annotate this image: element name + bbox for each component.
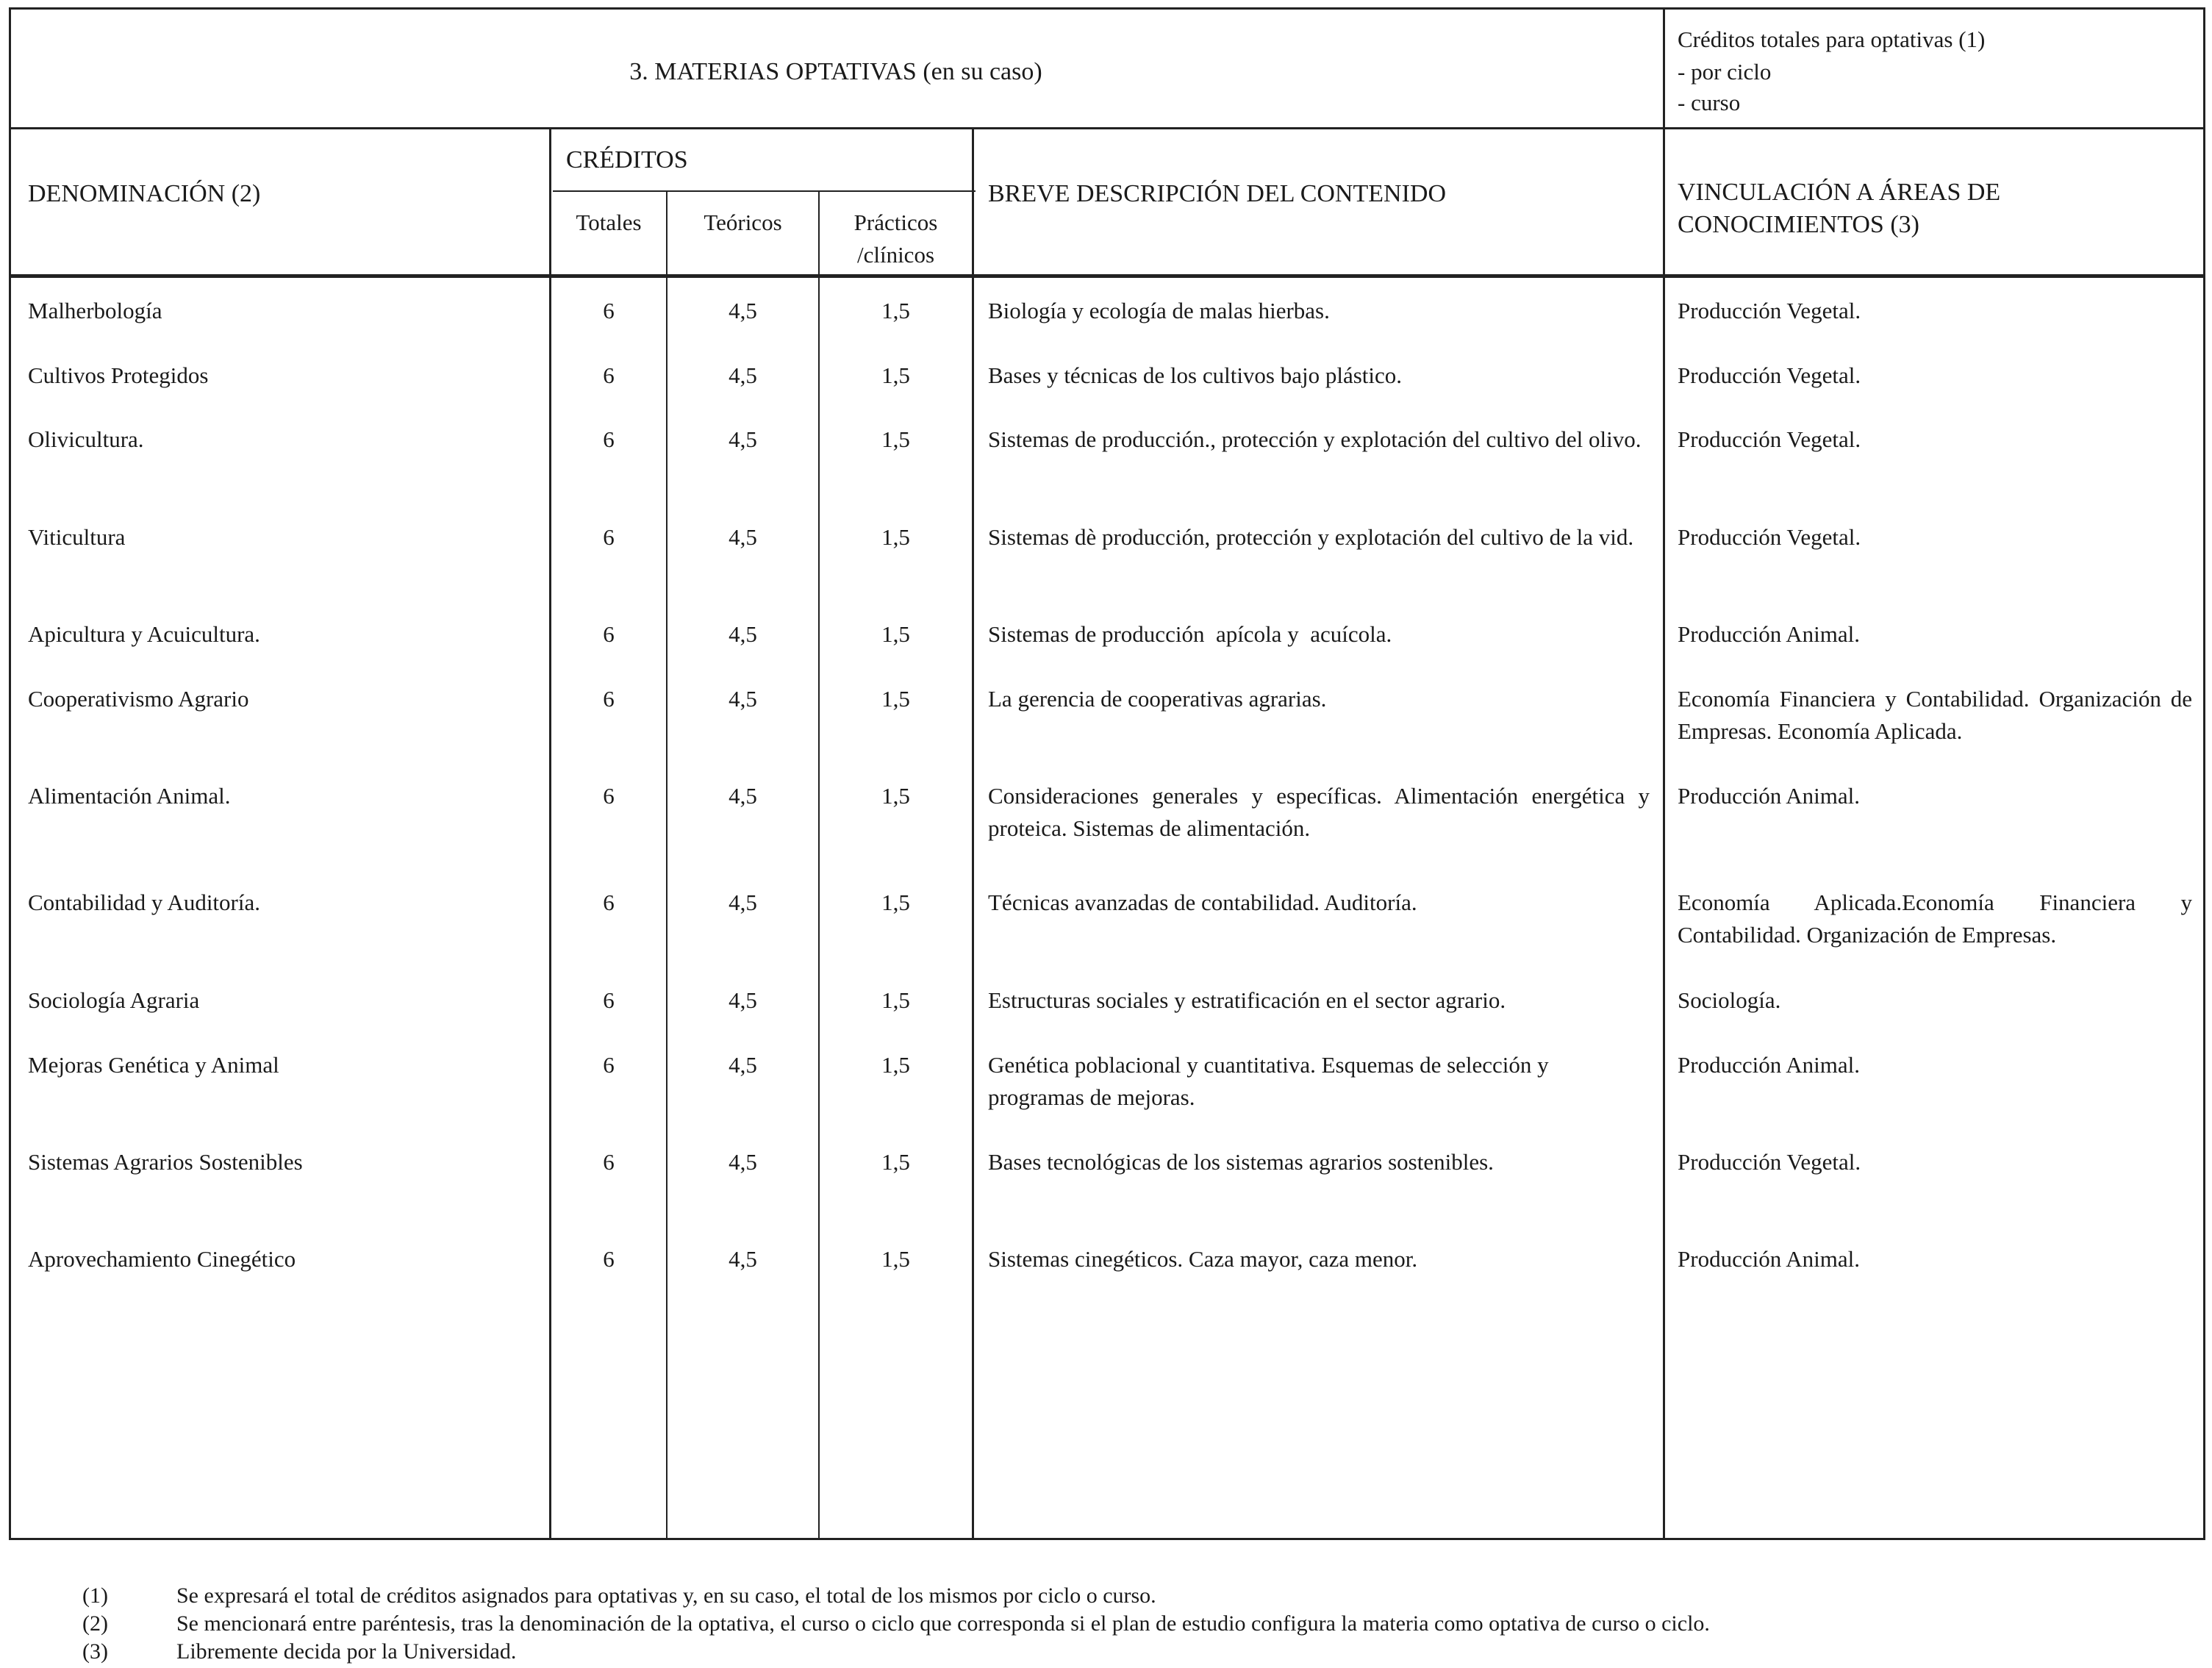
row-practicos: 1,5 bbox=[881, 1246, 910, 1272]
row-teoricos: 4,5 bbox=[729, 362, 757, 388]
row-desc: Bases tecnológicas de los sistemas agrarios sostenibles. bbox=[988, 1149, 1494, 1175]
col-divider-name bbox=[549, 128, 551, 1540]
row-teoricos: 4,5 bbox=[729, 890, 757, 915]
row-totales: 6 bbox=[603, 362, 615, 388]
row-totales: 6 bbox=[603, 524, 615, 550]
col-header-descripcion: BREVE DESCRIPCIÓN DEL CONTENIDO bbox=[988, 180, 1447, 207]
row-practicos: 1,5 bbox=[881, 621, 910, 647]
row-teoricos: 4,5 bbox=[729, 783, 757, 809]
row-area: Producción Vegetal. bbox=[1678, 1149, 1861, 1175]
col-header-practicos-1: Prácticos bbox=[853, 210, 938, 235]
row-name: Cultivos Protegidos bbox=[28, 362, 209, 388]
row-practicos: 1,5 bbox=[881, 1149, 910, 1175]
row-totales: 6 bbox=[603, 1149, 615, 1175]
row-teoricos: 4,5 bbox=[729, 524, 757, 550]
row-area: Sociología. bbox=[1678, 987, 1781, 1013]
rule-below-creditos bbox=[553, 190, 976, 192]
row-practicos: 1,5 bbox=[881, 987, 910, 1013]
row-totales: 6 bbox=[603, 298, 615, 323]
row-totales: 6 bbox=[603, 890, 615, 915]
row-practicos: 1,5 bbox=[881, 686, 910, 712]
row-totales: 6 bbox=[603, 426, 615, 452]
col-header-vinculacion-1: VINCULACIÓN A ÁREAS DE bbox=[1678, 179, 2001, 206]
col-header-totales: Totales bbox=[576, 210, 642, 235]
row-area: Economía Aplicada.Economía Financiera y Contabilidad. Organización de Empresas. bbox=[1678, 890, 2192, 948]
row-desc: Bases y técnicas de los cultivos bajo plástico. bbox=[988, 362, 1403, 388]
col-divider-teoricos bbox=[818, 191, 820, 1540]
row-desc: Sistemas de producción., protección y explotación del cultivo del olivo. bbox=[988, 426, 1642, 452]
row-totales: 6 bbox=[603, 783, 615, 809]
col-header-vinculacion-2: CONOCIMIENTOS (3) bbox=[1678, 211, 1919, 238]
row-teoricos: 4,5 bbox=[729, 426, 757, 452]
row-desc: Sistemas dè producción, protección y explotación del cultivo de la vid. bbox=[988, 524, 1634, 550]
credits-box-line2: - por ciclo bbox=[1678, 59, 1772, 85]
row-area: Producción Vegetal. bbox=[1678, 524, 1861, 550]
row-practicos: 1,5 bbox=[881, 783, 910, 809]
row-area: Producción Vegetal. bbox=[1678, 298, 1861, 323]
credits-box-line1: Créditos totales para optativas (1) bbox=[1678, 26, 1986, 52]
row-name: Apicultura y Acuicultura. bbox=[28, 621, 260, 647]
row-practicos: 1,5 bbox=[881, 426, 910, 452]
row-desc: Técnicas avanzadas de contabilidad. Auditoría. bbox=[988, 890, 1417, 915]
row-teoricos: 4,5 bbox=[729, 1149, 757, 1175]
col-header-denominacion: DENOMINACIÓN (2) bbox=[28, 180, 261, 207]
row-desc: Sistemas de producción apícola y acuícola. bbox=[988, 621, 1392, 647]
row-totales: 6 bbox=[603, 686, 615, 712]
row-totales: 6 bbox=[603, 621, 615, 647]
footnote-num: (2) bbox=[82, 1611, 108, 1636]
row-practicos: 1,5 bbox=[881, 524, 910, 550]
row-practicos: 1,5 bbox=[881, 1052, 910, 1078]
row-name: Alimentación Animal. bbox=[28, 783, 231, 809]
row-area: Producción Animal. bbox=[1678, 1246, 1860, 1272]
row-name: Olivicultura. bbox=[28, 426, 144, 452]
row-totales: 6 bbox=[603, 987, 615, 1013]
row-area: Producción Vegetal. bbox=[1678, 426, 1861, 452]
row-totales: 6 bbox=[603, 1246, 615, 1272]
row-practicos: 1,5 bbox=[881, 890, 910, 915]
row-name: Sociología Agraria bbox=[28, 987, 200, 1013]
row-desc: Sistemas cinegéticos. Caza mayor, caza menor. bbox=[988, 1246, 1418, 1272]
col-header-teoricos: Teóricos bbox=[704, 210, 782, 235]
row-teoricos: 4,5 bbox=[729, 686, 757, 712]
row-area: Economía Financiera y Contabilidad. Organización de Empresas. Economía Aplicada. bbox=[1678, 686, 2192, 744]
col-header-practicos-2: /clínicos bbox=[856, 242, 935, 268]
row-name: Cooperativismo Agrario bbox=[28, 686, 249, 712]
footnote-num: (3) bbox=[82, 1639, 108, 1664]
row-name: Aprovechamiento Cinegético bbox=[28, 1246, 296, 1272]
col-divider-totales bbox=[666, 191, 667, 1540]
footnote-text: Se mencionará entre paréntesis, tras la denominación de la optativa, el curso o ciclo que corresponda si el plan de estudio configura la materia como optativa de curso o ciclo. bbox=[176, 1611, 1710, 1636]
row-teoricos: 4,5 bbox=[729, 298, 757, 323]
row-teoricos: 4,5 bbox=[729, 987, 757, 1013]
footnote-text: Libremente decida por la Universidad. bbox=[176, 1639, 517, 1664]
rule-below-header bbox=[9, 274, 2205, 278]
row-name: Viticultura bbox=[28, 524, 126, 550]
row-desc: Estructuras sociales y estratificación en el sector agrario. bbox=[988, 987, 1506, 1013]
row-teoricos: 4,5 bbox=[729, 621, 757, 647]
footnote-text: Se expresará el total de créditos asignados para optativas y, en su caso, el total de los mismos por ciclo o curso. bbox=[176, 1583, 1156, 1608]
credits-box-line3: - curso bbox=[1678, 90, 1741, 115]
row-practicos: 1,5 bbox=[881, 298, 910, 323]
col-header-creditos: CRÉDITOS bbox=[566, 146, 688, 173]
row-area: Producción Vegetal. bbox=[1678, 362, 1861, 388]
row-name: Sistemas Agrarios Sostenibles bbox=[28, 1149, 303, 1175]
row-area: Producción Animal. bbox=[1678, 621, 1860, 647]
row-desc: Biología y ecología de malas hierbas. bbox=[988, 298, 1330, 323]
col-divider-desc bbox=[1663, 7, 1665, 1540]
row-totales: 6 bbox=[603, 1052, 615, 1078]
col-divider-practicos bbox=[972, 128, 974, 1540]
row-practicos: 1,5 bbox=[881, 362, 910, 388]
row-area: Producción Animal. bbox=[1678, 783, 1860, 809]
row-name: Contabilidad y Auditoría. bbox=[28, 890, 260, 915]
rule-below-title bbox=[9, 127, 2205, 129]
row-area: Producción Animal. bbox=[1678, 1052, 1860, 1078]
row-name: Mejoras Genética y Animal bbox=[28, 1052, 279, 1078]
row-desc: La gerencia de cooperativas agrarias. bbox=[988, 686, 1327, 712]
row-teoricos: 4,5 bbox=[729, 1052, 757, 1078]
section-title: 3. MATERIAS OPTATIVAS (en su caso) bbox=[629, 58, 1042, 85]
row-teoricos: 4,5 bbox=[729, 1246, 757, 1272]
row-desc: Genética poblacional y cuantitativa. Esquemas de selección y programas de mejoras. bbox=[988, 1052, 1549, 1110]
row-desc: Consideraciones generales y específicas. Alimentación energética y proteica. Sistemas de alimentación. bbox=[988, 783, 1650, 841]
footnote-num: (1) bbox=[82, 1583, 108, 1608]
row-name: Malherbología bbox=[28, 298, 162, 323]
